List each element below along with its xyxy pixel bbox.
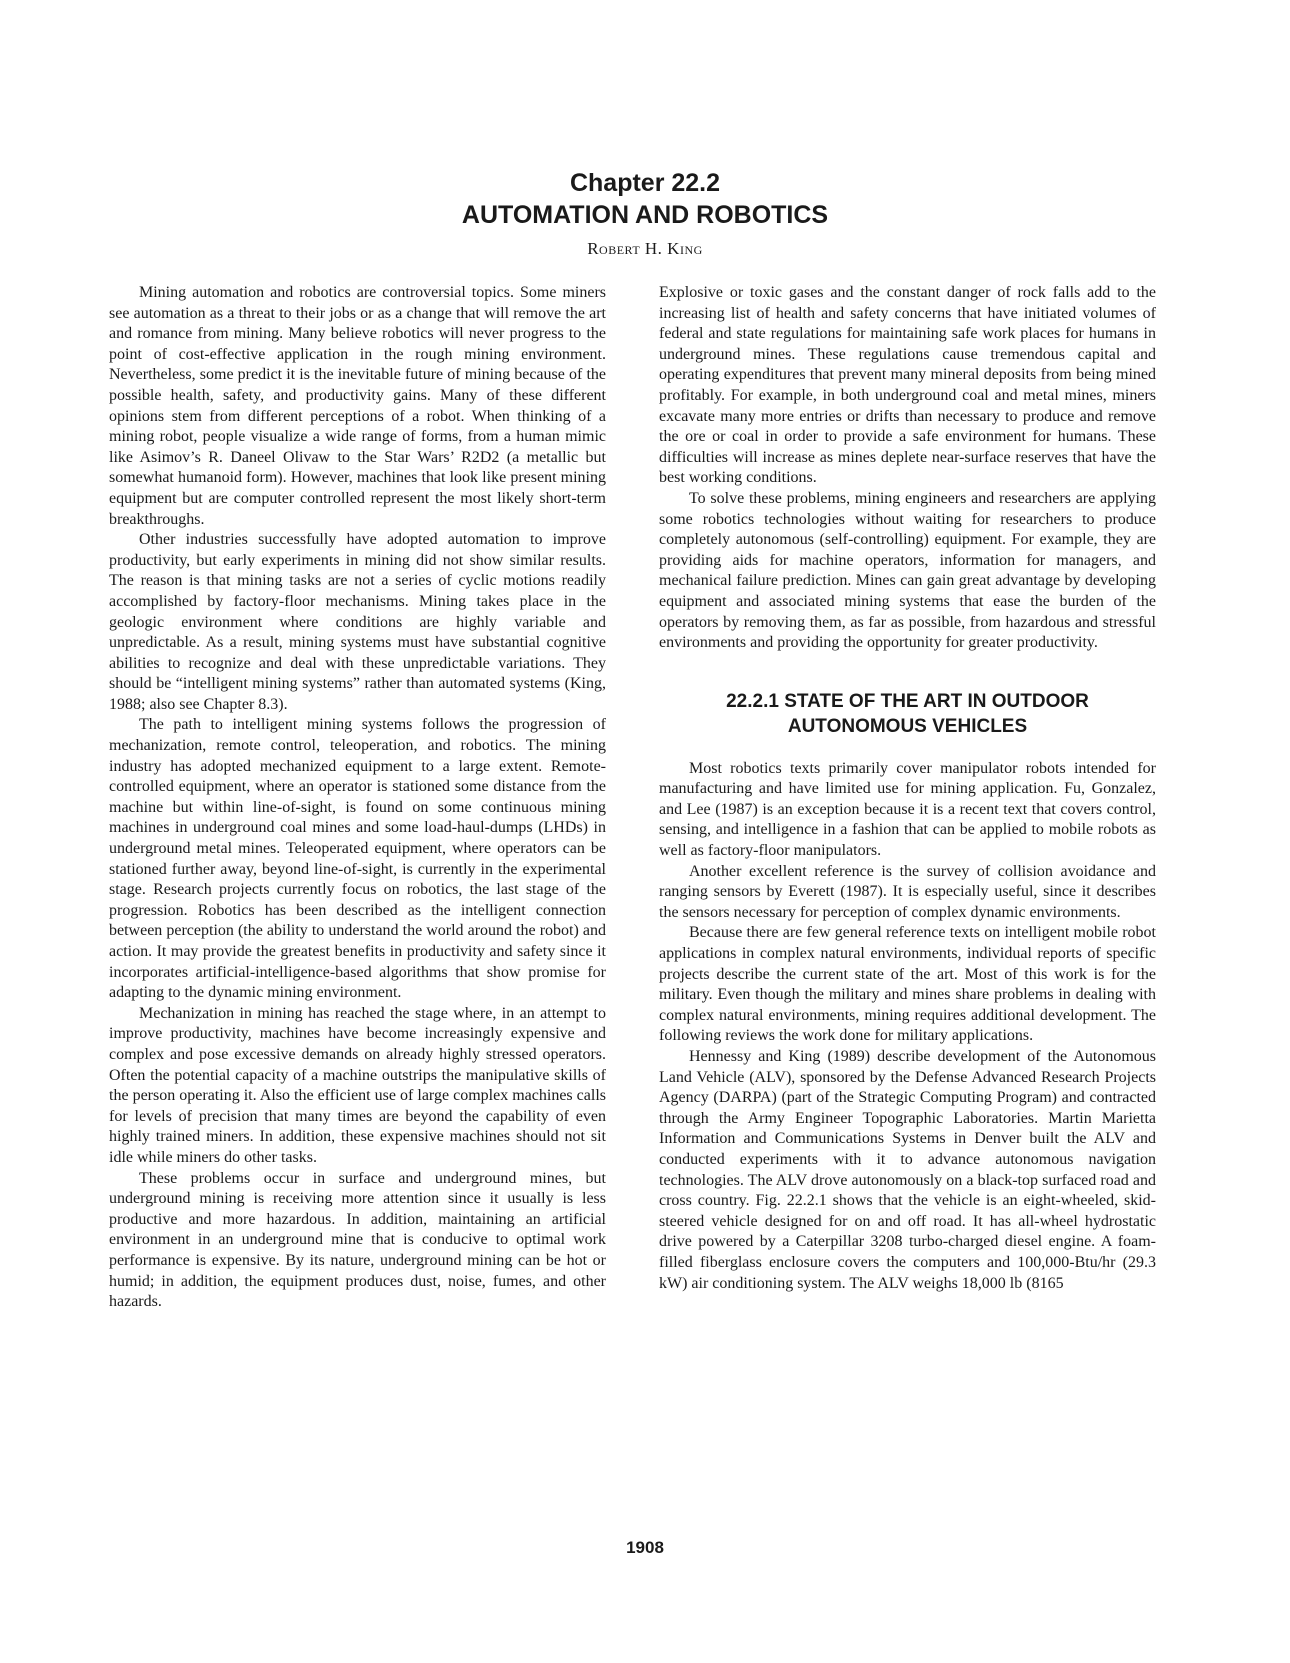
paragraph: The path to intelligent mining systems follows the progression of mechanization, remote control, teleoperation, and robotics. The mining industry has adopted mechanized equipment to a large extent. Remote-controlled equipment, where an operator is stationed some distance from the machine but within line-of-sight, is found on some continuous mining machines in underground coal mines and some load-haul-dumps (LHDs) in underground metal mines. Teleoperated equipment, where operators can be stationed further away, beyond line-of-sight, is currently in the experimental stage. Research projects currently focus on robotics, the last stage of the progression. Robotics has been described as the intelligent connection between perception (the ability to understand the world around the robot) and action. It may provide the greatest benefits in productivity and safety since it incorporates artificial-intelligence-based algorithms that show promise for adapting to the dynamic mining environment.: [109, 716, 606, 1002]
section-heading-line: AUTONOMOUS VEHICLES: [787, 715, 1028, 737]
paragraph: Mechanization in mining has reached the stage where, in an attempt to improve productivity, machines have become increasingly expensive and complex and pose excessive demands on already highly stressed operators. Often the potential capacity of a machine outstrips the manipulative skills of the person operating it. Also the efficient use of large complex machines calls for levels of precision that many times are beyond the capability of even highly trained miners. In addition, these expensive machines should not sit idle while miners do other tasks.: [109, 1004, 606, 1166]
left-column: [109, 283, 606, 1313]
paragraph: To solve these problems, mining engineers and researchers are applying some robotics technologies without waiting for researchers to produce completely autonomous (self-controlling) equipment. For example, they are providing aids for machine operators, information for managers, and mechanical failure prediction. Mines can gain great advantage by developing equipment and associated mining systems that ease the burden of the operators by removing them, as far as possible, from hazardous and stressful environments and providing the opportunity for greater productivity.: [659, 489, 1156, 652]
section-heading: [659, 689, 1156, 739]
paragraph: Mining automation and robotics are controversial topics. Some miners see automation as a threat to their jobs or as a change that will remove the art and romance from mining. Many believe robotics will never progress to the point of cost-effective application in the rough mining environment. Nevertheless, some predict it is the inevitable future of mining because of the possible health, safety, and productivity gains. Many of these different opinions stem from different perceptions of a robot. When thinking of a mining robot, people visualize a wide range of forms, from a human mimic like Asimov’s R. Daneel Olivaw to the Star Wars’ R2D2 (a metallic but somewhat humanoid form). However, machines that look like present mining equipment but are computer controlled represent the most likely short-term breakthroughs.: [109, 284, 606, 528]
paragraph: Most robotics texts primarily cover manipulator robots intended for manufacturing and have limited use for mining application. Fu, Gonzalez, and Lee (1987) is an exception because it is a recent text that covers control, sensing, and intelligence in a fashion that can be applied to mobile robots as well as factory-floor manipulators.: [659, 759, 1156, 860]
page-number: 1908: [626, 1538, 664, 1557]
author-name: Robert H. King: [587, 239, 703, 258]
paragraph: These problems occur in surface and underground mines, but underground mining is receiving more attention since it usually is less productive and more hazardous. In addition, maintaining an artificial environment in an underground mine that is conducive to optimal work performance is expensive. By its nature, underground mining can be hot or humid; in addition, the equipment produces dust, noise, fumes, and other hazards.: [109, 1169, 606, 1311]
section-heading-line: 22.2.1 STATE OF THE ART IN OUTDOOR: [726, 690, 1089, 712]
paragraph: Another excellent reference is the survey of collision avoidance and ranging sensors by Everett (1987). It is especially useful, since it describes the sensors necessary for perception of complex dynamic environments.: [659, 862, 1156, 921]
paragraph: Because there are few general reference texts on intelligent mobile robot applications in complex natural environments, individual reports of specific projects describe the current state of the art. Most of this work is for the military. Even though the military and mines share problems in dealing with complex natural environments, mining requires additional development. The following reviews the work done for military applications.: [659, 924, 1156, 1045]
chapter-number: Chapter 22.2: [569, 169, 721, 197]
chapter-title: AUTOMATION AND ROBOTICS: [461, 201, 829, 229]
paragraph: Other industries successfully have adopted automation to improve productivity, but early experiments in mining did not show similar results. The reason is that mining tasks are not a series of cyclic motions readily accomplished by factory-floor mechanisms. Mining takes place in the geologic environment where conditions are highly variable and unpredictable. As a result, mining systems must have substantial cognitive abilities to recognize and deal with these unpredictable variations. They should be “intelligent mining systems” rather than automated systems (King, 1988; also see Chapter 8.3).: [109, 531, 606, 713]
paragraph: Hennessy and King (1989) describe development of the Autonomous Land Vehicle (ALV), sponsored by the Defense Advanced Research Projects Agency (DARPA) (part of the Strategic Computing Program) and contracted through the Army Engineer Topographic Laboratories. Martin Marietta Information and Communications Systems in Denver built the ALV and conducted experiments with it to advance autonomous navigation technologies. The ALV drove autonomously on a black-top surfaced road and cross country. Fig. 22.2.1 shows that the vehicle is an eight-wheeled, skid-steered vehicle designed for on and off road. It has all-wheel hydrostatic drive powered by a Caterpillar 3208 turbo-charged diesel engine. A foam-filled fiberglass enclosure covers the computers and 100,000-Btu/hr (29.3 kW) air conditioning system. The ALV weighs 18,000 lb (8165: [659, 1048, 1156, 1292]
paragraph: Explosive or toxic gases and the constant danger of rock falls add to the increasing list of health and safety concerns that have initiated volumes of federal and state regulations for maintaining safe work places for humans in underground mines. These regulations cause tremendous capital and operating expenditures that prevent many mineral deposits from being mined profitably. For example, in both underground coal and metal mines, miners excavate many more entries or drifts than necessary to produce and remove the ore or coal in order to provide a safe environment for humans. These difficulties will increase as mines deplete near-surface reserves that have the best working conditions.: [659, 284, 1156, 487]
right-column: [659, 283, 1156, 1294]
